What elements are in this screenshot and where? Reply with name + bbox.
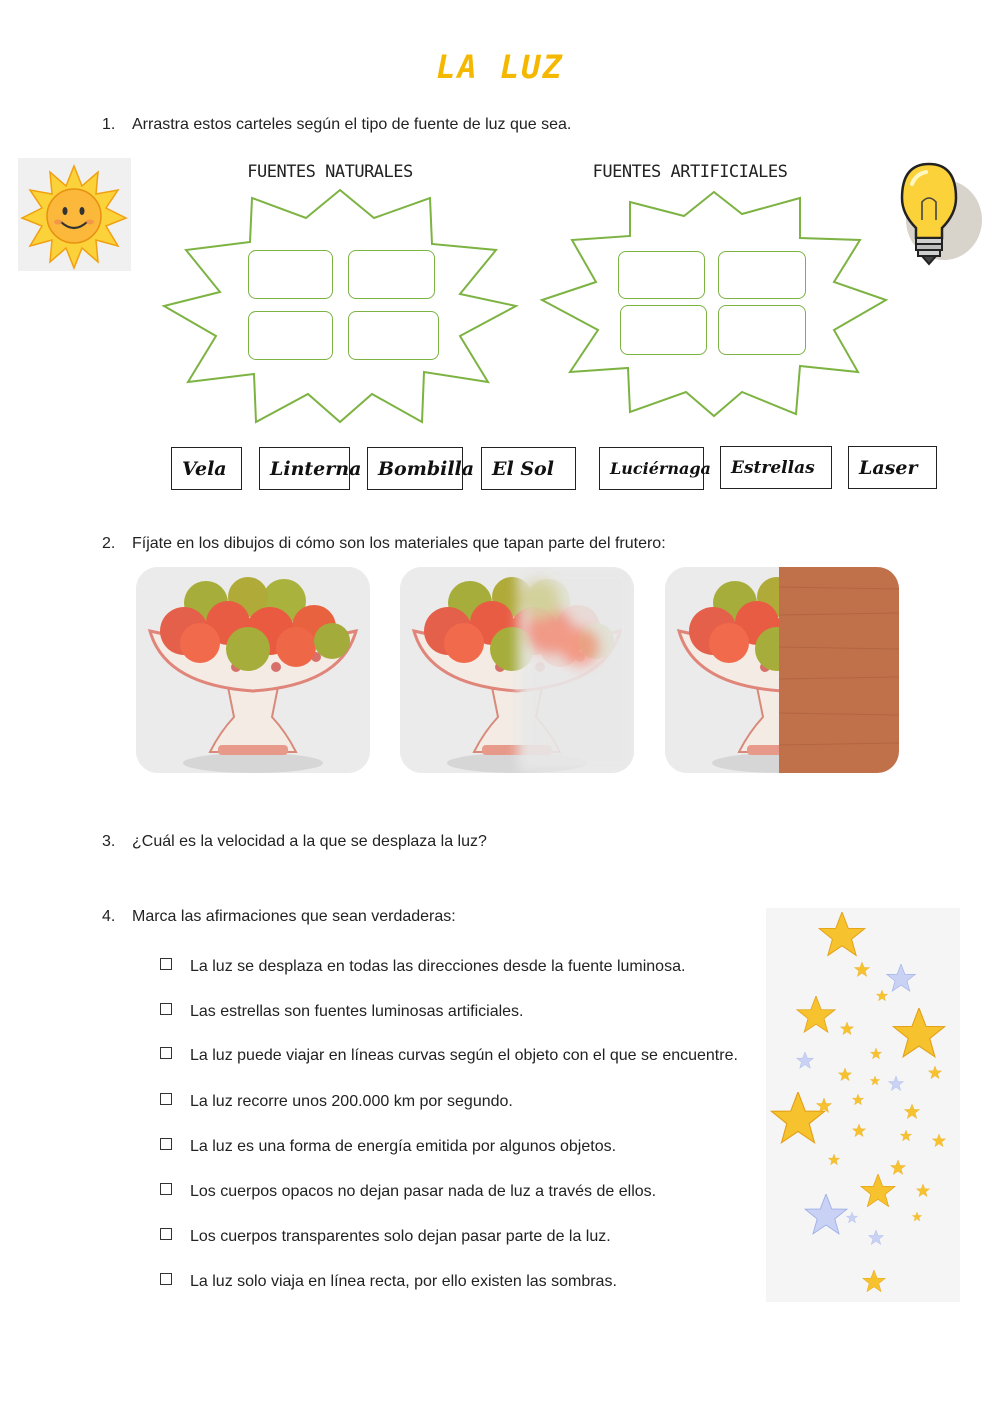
statement-checkbox-item[interactable] [160,1047,738,1065]
artificial-sources-starburst [538,188,890,420]
drop-slot[interactable] [248,311,333,360]
draggable-card[interactable]: Bombilla [367,447,463,490]
question-1 [102,116,802,138]
drop-slot[interactable] [348,311,439,360]
question-text: Marca las afirmaciones que sean verdaderas: [132,908,456,925]
statement-text: Las estrellas son fuentes luminosas artificiales. [190,1003,524,1020]
page-title: LA LUZ [436,48,564,86]
sun-icon [18,158,131,271]
question-4 [102,908,752,930]
checkbox[interactable] [160,958,172,970]
draggable-card[interactable]: El Sol [481,447,576,490]
statement-checkbox-item[interactable] [160,1138,616,1156]
fruit-bowl-photo-translucent-cover [400,567,634,773]
checkbox[interactable] [160,1003,172,1015]
checkbox[interactable] [160,1273,172,1285]
drop-slot[interactable] [718,305,806,355]
question-number: 2. [102,535,116,552]
draggable-card[interactable]: Vela [171,447,242,490]
checkbox[interactable] [160,1047,172,1059]
drop-slot[interactable] [248,250,333,299]
question-text: Arrastra estos carteles según el tipo de fuente de luz que sea. [132,116,572,133]
question-2 [102,535,802,557]
statement-checkbox-item[interactable] [160,1183,656,1201]
question-text: ¿Cuál es la velocidad a la que se desplaza la luz? [132,833,487,850]
checkbox[interactable] [160,1138,172,1150]
checkbox[interactable] [160,1228,172,1240]
category-title-artificial: FUENTES ARTIFICIALES [592,162,788,182]
drop-slot[interactable] [620,305,707,355]
draggable-card[interactable]: Luciérnaga [599,447,704,490]
statement-text: Los cuerpos opacos no dejan pasar nada de luz a través de ellos. [190,1183,657,1200]
fruit-bowl-photo-uncovered [136,567,370,773]
fruit-bowl-photo-opaque-cover [665,567,899,773]
draggable-card[interactable]: Linterna [259,447,350,490]
stars-decoration-icon [766,908,960,1302]
drop-slot[interactable] [618,251,705,299]
draggable-card[interactable]: Laser [848,446,937,489]
draggable-card[interactable]: Estrellas [720,446,832,489]
statement-text: La luz es una forma de energía emitida por algunos objetos. [190,1138,617,1155]
statement-text: La luz solo viaja en línea recta, por ello existen las sombras. [190,1273,617,1290]
question-text: Fíjate en los dibujos di cómo son los materiales que tapan parte del frutero: [132,535,666,552]
statement-text: La luz se desplaza en todas las direcciones desde la fuente luminosa. [190,958,686,975]
category-title-natural: FUENTES NATURALES [247,162,413,182]
question-3 [102,833,802,855]
checkbox[interactable] [160,1183,172,1195]
checkbox[interactable] [160,1093,172,1105]
drop-slot[interactable] [718,251,806,299]
statement-text: La luz puede viajar en líneas curvas según el objeto con el que se encuentre. [190,1047,738,1064]
statement-checkbox-item[interactable] [160,1093,513,1111]
question-number: 3. [102,833,116,850]
statement-checkbox-item[interactable] [160,1228,611,1246]
statement-text: La luz recorre unos 200.000 km por segundo. [190,1093,513,1110]
statement-text: Los cuerpos transparentes solo dejan pasar parte de la luz. [190,1228,611,1245]
statement-checkbox-item[interactable] [160,1273,617,1291]
drop-slot[interactable] [348,250,435,299]
question-number: 1. [102,116,116,133]
statement-checkbox-item[interactable] [160,1003,524,1021]
question-number: 4. [102,908,116,925]
natural-sources-starburst [160,186,520,426]
statement-checkbox-item[interactable] [160,958,685,976]
